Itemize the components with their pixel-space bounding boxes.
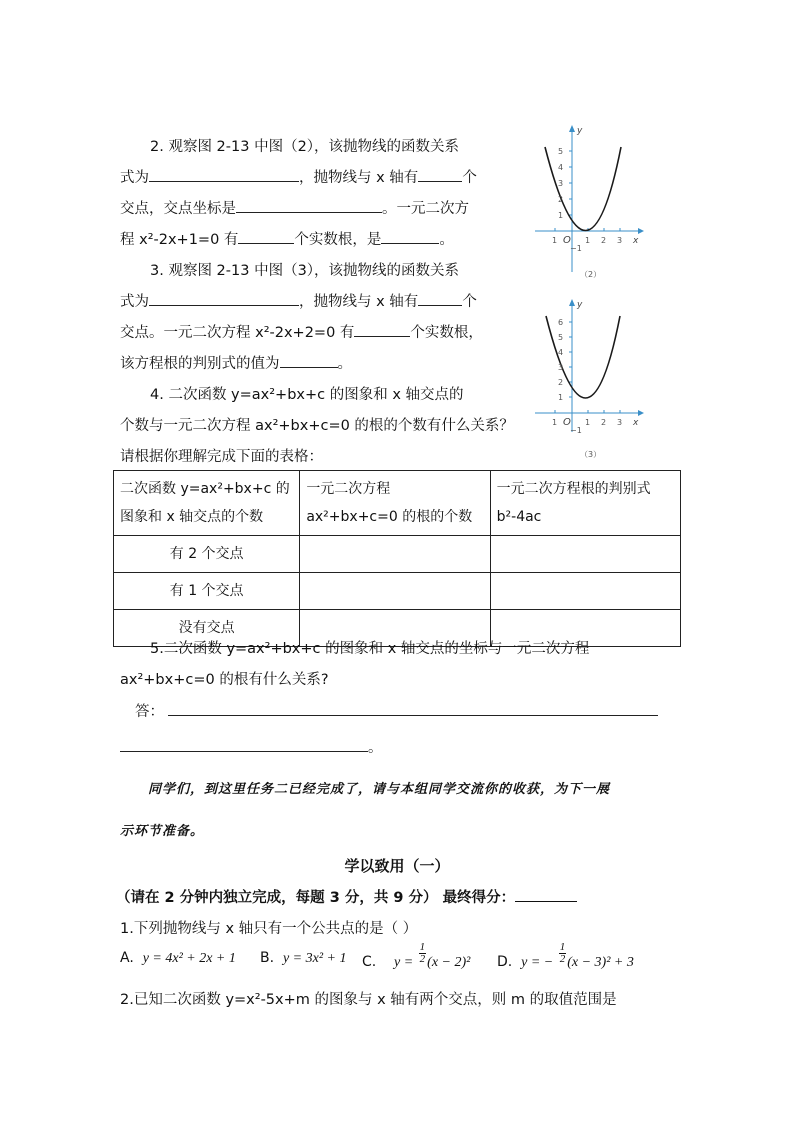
svg-text:6: 6	[558, 318, 564, 327]
svg-text:1: 1	[552, 418, 558, 427]
q3-function-blank[interactable]	[149, 290, 299, 306]
section-instructions: （请在 2 分钟内独立完成，每题 3 分，共 9 分） 最终得分：	[116, 886, 577, 907]
summary-note-line-2: 示环节准备。	[120, 824, 205, 839]
q2-count-blank[interactable]	[418, 166, 462, 182]
svg-text:1: 1	[585, 418, 591, 427]
table-header-cell: 一元二次方程根的判别式 b²-4ac	[490, 471, 680, 536]
table-row-label: 没有交点	[114, 610, 300, 647]
svg-text:2: 2	[601, 236, 607, 245]
q2-coord-blank[interactable]	[236, 197, 382, 213]
q4-line-3: 请根据你理解完成下面的表格：	[120, 449, 323, 465]
svg-text:3: 3	[558, 179, 564, 188]
q2-function-blank[interactable]	[149, 166, 299, 182]
q5-answer-end: 。	[368, 740, 383, 756]
table-answer-cell[interactable]	[300, 536, 490, 573]
svg-text:y: y	[577, 300, 583, 310]
svg-text:x: x	[633, 236, 639, 246]
mc-option-a[interactable]: A. y = 4x² + 2x + 1	[120, 950, 236, 966]
q3-roots-count-blank[interactable]	[354, 321, 410, 337]
svg-text:y: y	[577, 126, 583, 136]
q2-line-3: 交点，交点坐标是 。一元二次方	[120, 197, 469, 218]
mc-option-b[interactable]: B. y = 3x² + 1	[260, 950, 347, 966]
fraction-half: $\frac{1}{2}$	[419, 941, 426, 965]
svg-text:1: 1	[558, 393, 564, 402]
mc-question-1: 1.下列抛物线与 x 轴只有一个公共点的是（ ）	[120, 921, 418, 937]
svg-text:O: O	[563, 235, 571, 246]
q2-roots-blank[interactable]	[381, 228, 439, 244]
svg-text:4: 4	[558, 348, 564, 357]
q5-answer-line-1[interactable]	[168, 714, 658, 716]
table-header-cell: 二次函数 y=ax²+bx+c 的图象和 x 轴交点的个数	[114, 471, 300, 536]
svg-text:1: 1	[585, 236, 591, 245]
svg-text:1: 1	[552, 236, 558, 245]
table-header-cell: 一元二次方程 ax²+bx+c=0 的根的个数	[300, 471, 490, 536]
svg-text:2: 2	[558, 195, 564, 204]
table-header-row	[114, 471, 681, 536]
svg-text:3: 3	[558, 363, 564, 372]
svg-text:3: 3	[617, 236, 623, 245]
section-title: 学以致用（一）	[344, 857, 450, 875]
q5-line-2: ax²+bx+c=0 的根有什么关系?	[120, 672, 329, 688]
q4-line-1: 4. 二次函数 y=ax²+bx+c 的图象和 x 轴交点的	[150, 387, 464, 403]
svg-text:−1: −1	[570, 426, 582, 435]
mc-question-2: 2.已知二次函数 y=x²-5x+m 的图象与 x 轴有两个交点，则 m 的取值范围是	[120, 992, 617, 1008]
table-row-label: 有 1 个交点	[114, 573, 300, 610]
mc-option-c[interactable]: C. y = $\frac{1}{2}$ (x − 2)²	[362, 941, 471, 970]
q5-line-1: 5.二次函数 y=ax²+bx+c 的图象和 x 轴交点的坐标与一元二次方程	[150, 641, 590, 657]
figure-3-caption: （3）	[580, 450, 602, 459]
table-row-label: 有 2 个交点	[114, 536, 300, 573]
table-row	[114, 573, 681, 610]
q2-line-4: 程 x²-2x+1=0 有 个实数根，是 。	[120, 228, 454, 249]
table-answer-cell[interactable]	[300, 573, 490, 610]
parabola-figure-3	[530, 294, 645, 464]
q3-line-2: 式为 ，抛物线与 x 轴有 个	[120, 290, 477, 311]
final-score-blank[interactable]	[515, 886, 577, 902]
svg-text:O: O	[563, 417, 571, 428]
q2-roots-count-blank[interactable]	[238, 228, 294, 244]
summary-note-line-1: 同学们，到这里任务二已经完成了，请与本组同学交流你的收获，为下一展	[148, 782, 611, 797]
svg-text:x: x	[633, 418, 639, 428]
q2-line-1: 2. 观察图 2-13 中图（2），该抛物线的函数关系	[150, 139, 460, 155]
figure-2-caption: （2）	[580, 270, 602, 279]
svg-text:1: 1	[558, 211, 564, 220]
svg-text:3: 3	[617, 418, 623, 427]
svg-text:5: 5	[558, 333, 564, 342]
mc-option-d[interactable]: D. y = − $\frac{1}{2}$ (x − 3)² + 3	[497, 941, 634, 970]
svg-text:−1: −1	[570, 244, 582, 253]
q4-line-2: 个数与一元二次方程 ax²+bx+c=0 的根的个数有什么关系？	[120, 418, 514, 434]
svg-text:5: 5	[558, 147, 564, 156]
q5-answer-label: 答：	[135, 704, 164, 720]
q3-line-3: 交点。一元二次方程 x²-2x+2=0 有 个实数根，	[120, 321, 483, 342]
svg-text:4: 4	[558, 163, 564, 172]
table-answer-cell[interactable]	[490, 573, 680, 610]
parabola-figure-2	[530, 120, 645, 280]
table-answer-cell[interactable]	[490, 536, 680, 573]
svg-text:2: 2	[601, 418, 607, 427]
q3-discriminant-blank[interactable]	[280, 352, 338, 368]
fraction-half: $\frac{1}{2}$	[559, 941, 566, 965]
svg-text:2: 2	[558, 378, 564, 387]
q3-line-1: 3. 观察图 2-13 中图（3），该抛物线的函数关系	[150, 263, 460, 279]
intersection-table	[113, 470, 681, 647]
q5-answer-line-2[interactable]	[120, 750, 368, 752]
q3-count-blank[interactable]	[418, 290, 462, 306]
table-row	[114, 536, 681, 573]
q3-line-4: 该方程根的判别式的值为 。	[120, 352, 352, 373]
q2-line-2: 式为 ，抛物线与 x 轴有 个	[120, 166, 477, 187]
